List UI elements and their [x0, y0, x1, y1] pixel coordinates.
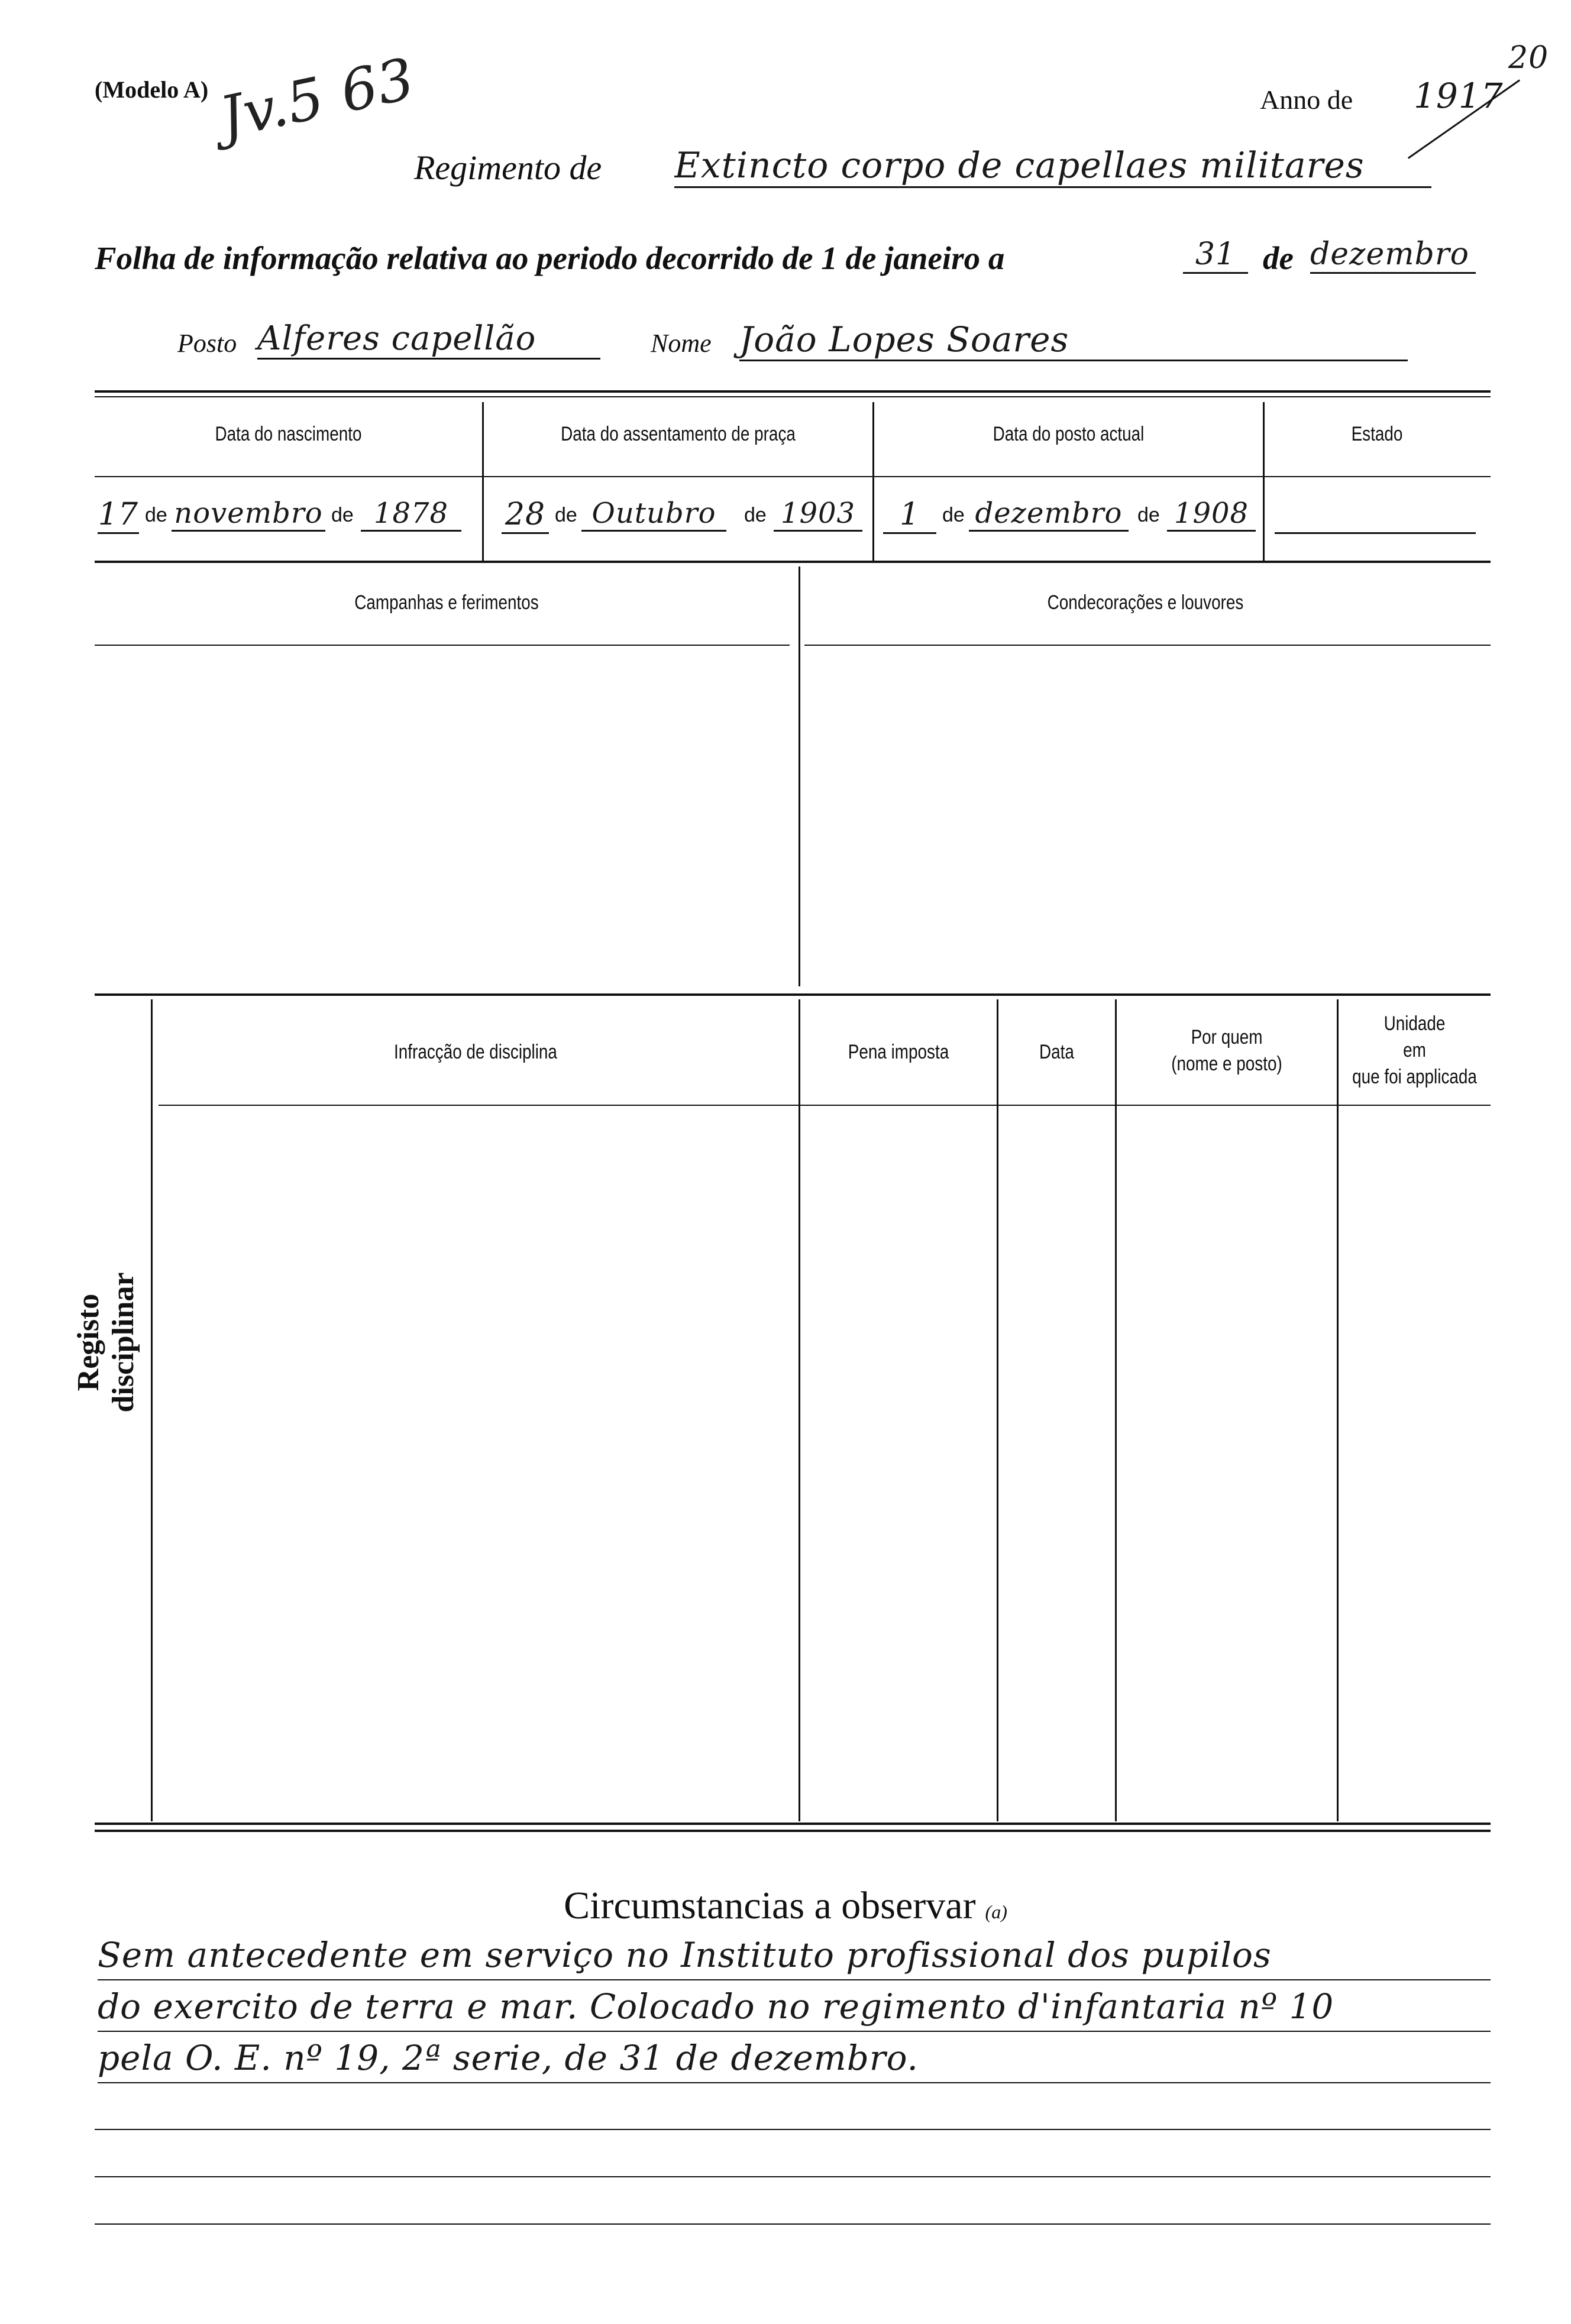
observation-line-2: do exercito de terra e mar. Colocado no regimento d'infantaria nº 10: [98, 1982, 1491, 2032]
dates-divider-3: [1263, 402, 1265, 562]
header-enlistment-date: Data do assentamento de praça: [561, 423, 796, 445]
header-unit-1: Unidade: [1383, 1012, 1446, 1035]
year-value: 1917: [1414, 76, 1504, 116]
post-value: Alferes capellão: [257, 319, 600, 360]
current-post-de-2: de: [1137, 504, 1160, 526]
current-post-month: dezembro: [969, 497, 1129, 532]
dates-header-rule: [95, 476, 1491, 477]
decorations-header-rule: [804, 645, 1491, 646]
enlistment-de-2: de: [744, 504, 767, 526]
decorations-area: [804, 650, 1491, 982]
enlistment-de-1: de: [555, 504, 577, 526]
title-prefix: Folha de informação relativa ao periodo decorrido de 1 de janeiro a: [95, 240, 1005, 276]
regiment-value: Extincto corpo de capellaes militares: [674, 145, 1431, 188]
campaigns-header-rule: [95, 645, 790, 646]
name-label: Nome: [651, 329, 712, 358]
state-value: [1275, 497, 1476, 534]
header-campaigns: Campanhas e ferimentos: [354, 591, 539, 614]
name-value: João Lopes Soares: [739, 319, 1408, 361]
header-date: Data: [1039, 1041, 1074, 1063]
header-current-post-date: Data do posto actual: [993, 423, 1145, 445]
header-by-whom-2: (nome e posto): [1171, 1053, 1282, 1075]
enlistment-date-cell: [484, 497, 872, 544]
title-connector: de: [1263, 240, 1294, 276]
campaigns-divider: [799, 567, 800, 986]
birth-date-cell: [95, 497, 482, 544]
birth-day: 17: [98, 497, 139, 534]
birth-year: 1878: [361, 497, 461, 532]
header-by-whom-1: Por quem: [1191, 1026, 1263, 1048]
enlistment-year: 1903: [774, 497, 862, 532]
table-top-rule-2: [95, 396, 1491, 397]
observations-top-rule-2: [95, 1830, 1491, 1832]
post-label: Posto: [177, 329, 237, 358]
page-number: 20: [1508, 40, 1549, 76]
campaigns-area: [95, 650, 796, 982]
discipline-side-divider: [151, 999, 153, 1821]
discipline-body: [159, 1112, 1491, 1815]
observations-title-row: [0, 1883, 1571, 1928]
birth-month: novembro: [172, 497, 325, 532]
discipline-side-label: Registo disciplinar: [72, 1272, 140, 1413]
observations-top-rule: [95, 1823, 1491, 1825]
current-post-day: 1: [883, 497, 936, 534]
stamp-note: Jv.5 63: [214, 45, 421, 151]
dates-bottom-rule: [95, 561, 1491, 563]
header-penalty: Pena imposta: [848, 1041, 949, 1063]
year-prefix: Anno de: [1260, 85, 1353, 115]
observation-line-3: pela O. E. nº 19, 2ª serie, de 31 de dezembro.: [98, 2034, 1491, 2083]
observations-footnote-mark: (a): [985, 1901, 1007, 1922]
title-day: 31: [1183, 237, 1248, 274]
regiment-label: Regimento de: [414, 148, 602, 187]
title-month: dezembro: [1310, 237, 1476, 274]
header-unit-3: que foi applicada: [1352, 1066, 1477, 1088]
current-post-date-cell: [874, 497, 1263, 544]
table-top-rule: [95, 390, 1491, 393]
current-post-year: 1908: [1167, 497, 1256, 532]
header-unit-2: em: [1403, 1039, 1426, 1061]
header-state: Estado: [1351, 423, 1403, 445]
enlistment-month: Outubro: [581, 497, 726, 532]
header-birth-date: Data do nascimento: [215, 423, 362, 445]
header-decorations: Condecorações e louvores: [1047, 591, 1244, 614]
birth-de-1: de: [145, 504, 167, 526]
current-post-de-1: de: [942, 504, 965, 526]
model-label: (Modelo A): [95, 76, 209, 103]
observations-title: Circumstancias a observar: [564, 1884, 976, 1927]
observation-blank-line-2: [95, 2176, 1491, 2177]
header-infraction: Infracção de disciplina: [394, 1041, 557, 1063]
birth-de-2: de: [331, 504, 354, 526]
observation-line-1: Sem antecedente em serviço no Instituto profissional dos pupilos: [98, 1931, 1491, 1980]
observation-blank-line-1: [95, 2129, 1491, 2130]
discipline-header-rule: [159, 1105, 1491, 1106]
enlistment-day: 28: [502, 497, 549, 534]
discipline-top-rule: [95, 993, 1491, 996]
observation-blank-line-3: [95, 2223, 1491, 2225]
